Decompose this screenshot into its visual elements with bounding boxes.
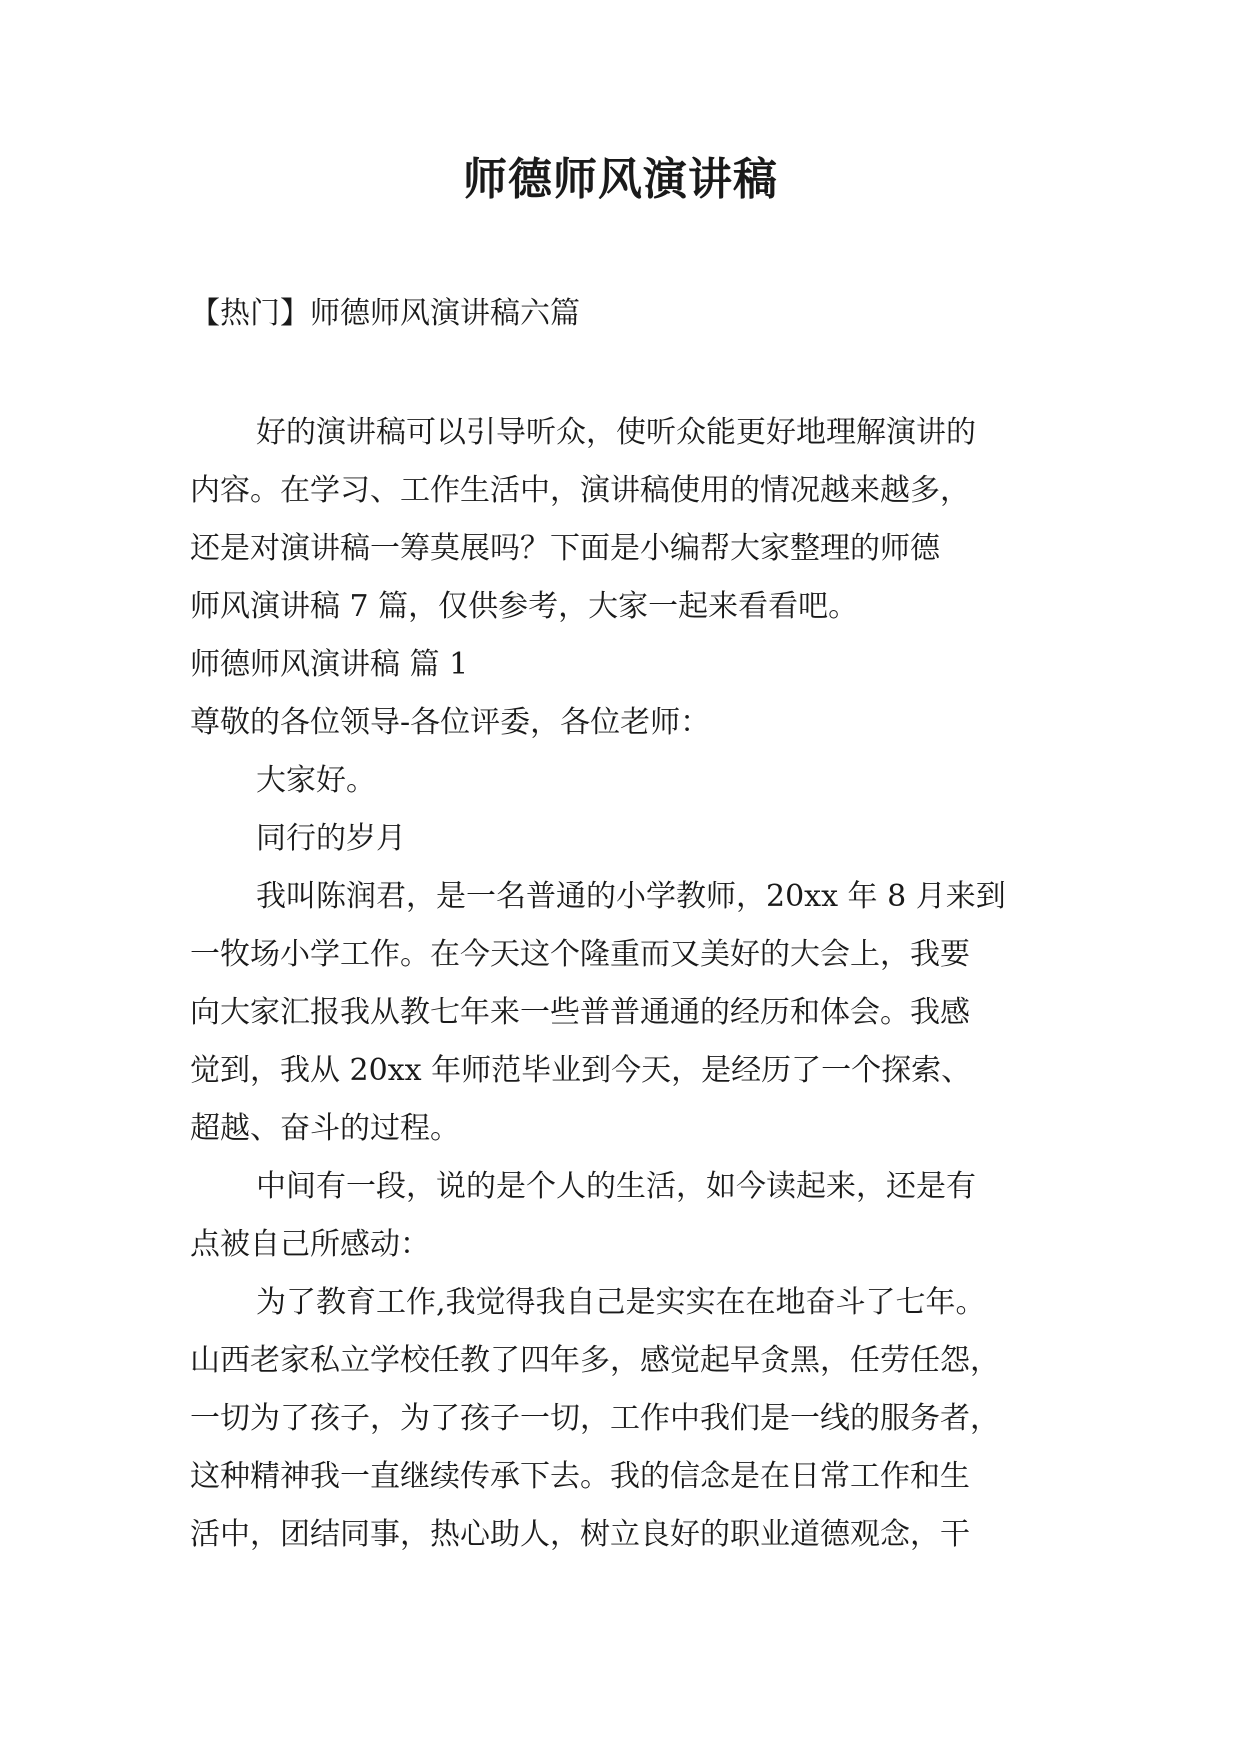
body-line: 超越、奋斗的过程。 (190, 1111, 460, 1146)
body-line: 好的演讲稿可以引导听众，使听众能更好地理解演讲的 (256, 415, 976, 450)
body-line: 一切为了孩子，为了孩子一切，工作中我们是一线的服务者， (190, 1401, 1000, 1436)
body-line: 活中，团结同事，热心助人，树立良好的职业道德观念，干 (190, 1517, 970, 1552)
body-line: 点被自己所感动： (190, 1227, 430, 1262)
section-heading: 师德师风演讲稿 篇 1 (190, 647, 469, 682)
greeting: 大家好。 (256, 763, 376, 798)
body-line: 这种精神我一直继续传承下去。我的信念是在日常工作和生 (190, 1459, 970, 1494)
body-line: 山西老家私立学校任教了四年多，感觉起早贪黑，任劳任怨， (190, 1343, 1000, 1378)
body-line: 向大家汇报我从教七年来一些普普通通的经历和体会。我感 (190, 995, 970, 1030)
page-title: 师德师风演讲稿 (463, 154, 778, 205)
body-line: 为了教育工作,我觉得我自己是实实在在地奋斗了七年。 (256, 1285, 986, 1320)
body-line: 还是对演讲稿一筹莫展吗？下面是小编帮大家整理的师德 (190, 531, 940, 566)
body-line: 师风演讲稿 7 篇，仅供参考，大家一起来看看吧。 (190, 589, 859, 624)
body-line: 一牧场小学工作。在今天这个隆重而又美好的大会上，我要 (190, 937, 970, 972)
speech-title: 同行的岁月 (256, 821, 406, 856)
salutation: 尊敬的各位领导-各位评委，各位老师： (190, 705, 711, 740)
body-line: 觉到，我从 20xx 年师范毕业到今天，是经历了一个探索、 (190, 1053, 972, 1088)
body-line: 我叫陈润君，是一名普通的小学教师，20xx 年 8 月来到 (256, 879, 1006, 914)
document-subtitle: 【热门】师德师风演讲稿六篇 (190, 296, 580, 331)
body-line: 内容。在学习、工作生活中，演讲稿使用的情况越来越多， (190, 473, 970, 508)
body-line: 中间有一段，说的是个人的生活，如今读起来，还是有 (256, 1169, 976, 1204)
